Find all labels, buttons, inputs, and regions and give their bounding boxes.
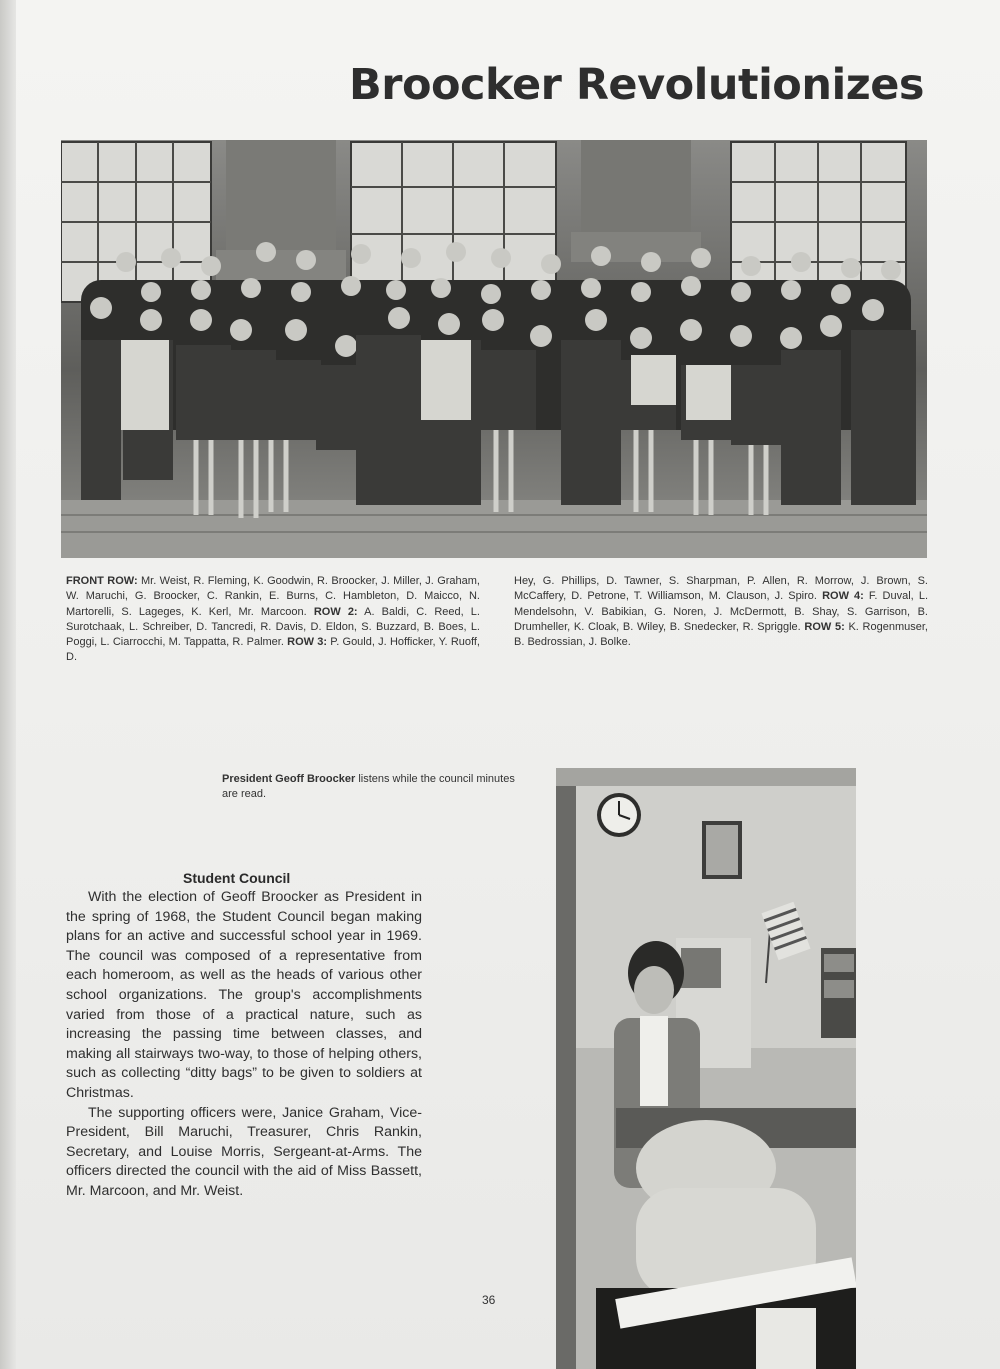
article-body <box>66 888 422 1202</box>
row2-names: A. Baldi, C. Reed, L. Surotchaak, L. Schreiber, D. Tancredi, R. Davis, D. Eldon, S. Buzzard, B. Boes, L. Poggi, L. Ciarrocchi, M. Tappatta, R. Palmer. <box>66 605 480 649</box>
page-headline: Broocker Revolutionizes <box>348 60 924 110</box>
caption-bold-name: President Geoff Broocker <box>222 773 356 785</box>
row4-names: F. Duval, L. Mendelsohn, V. Babikian, G. Noren, J. McDermott, B. Shay, S. Garrison, B. Drumheller, K. Cloak, B. Wiley, B. Snedecker, R. Spriggle. <box>514 590 929 633</box>
group-photo-caption-left <box>66 574 480 666</box>
row5-names: K. Rogenmuser, B. Bedrossian, J. Bolke. <box>514 620 928 649</box>
front-row-label: FRONT ROW: <box>66 575 138 587</box>
row5-label: ROW 5: <box>804 620 845 633</box>
group-photo-illustration <box>61 140 927 558</box>
row2-label: ROW 2: <box>313 605 358 618</box>
row3-names: P. Gould, J. Hofficker, Y. Ruoff, D. <box>66 636 480 664</box>
article-paragraph-1: With the election of Geoff Broocker as President in the spring of 1968, the Student Council began making plans for an active and successful school year in 1969. The council was composed of a representative from each homeroom, as well as the heads of various other school organizations. The group's accomplishments varied from those of a practical nature, such as increasing the passing time between classes, and making all stairways two-way, to those of helping others, such as collecting “ditty bags” to be given to soldiers at Christmas. <box>66 889 422 1101</box>
group-photo-caption-right <box>514 574 928 650</box>
caption-text: listens while the council minutes are read. <box>222 773 515 800</box>
article-paragraph-2: The supporting officers were, Janice Graham, Vice-President, Bill Maruchi, Treasurer, Chris Rankin, Secretary, and Louise Morris, Sergeant-at-Arms. The officers directed the council with the aid of Miss Bassett, Mr. Marcoon, and Mr. Weist. <box>66 1104 422 1199</box>
page-edge-shadow <box>0 0 16 1369</box>
council-photo-caption <box>222 772 522 802</box>
group-photo <box>61 140 927 558</box>
front-row-names: Mr. Weist, R. Fleming, K. Goodwin, R. Broocker, J. Miller, J. Graham, W. Maruchi, G. Broocker, C. Rankin, E. Burns, C. Hambleton, D. Maicco, N. Martorelli, S. Lageges, K. Kerl, Mr. Marcoon. <box>66 575 480 618</box>
row4-label: ROW 4: <box>822 590 864 603</box>
row3-label: ROW 3: <box>287 636 328 649</box>
row3-names-continued: Hey, G. Phillips, D. Tawner, S. Sharpman, P. Allen, R. Morrow, J. Brown, S. McCaffery, D. Petrone, T. Williamson, M. Clauson, J. Spiro. <box>514 575 928 603</box>
council-meeting-photo <box>556 768 856 1369</box>
page-number: 36 <box>482 1293 496 1307</box>
article-heading: Student Council <box>183 870 291 886</box>
council-photo-illustration <box>556 768 856 1369</box>
